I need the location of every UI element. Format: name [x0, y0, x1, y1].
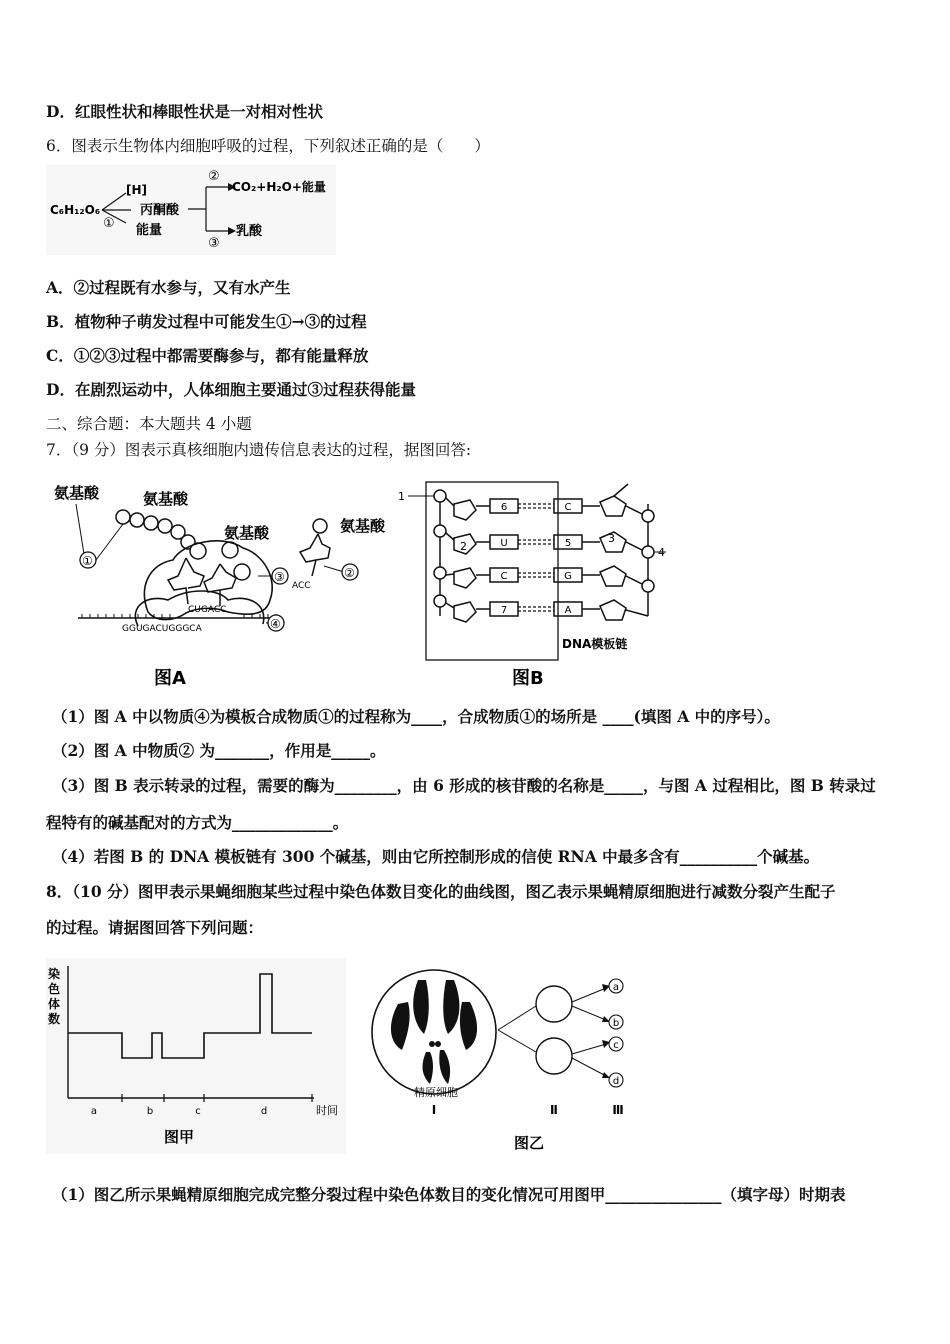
x-axis-label: 时间 — [316, 1104, 338, 1117]
q6-option-c: C．①②③过程中都需要酶参与，都有能量释放 — [46, 346, 369, 365]
amino-acid-label-4: 氨基酸 — [340, 517, 386, 535]
spermatogonium-label: 精原细胞 — [414, 1086, 458, 1099]
right-base-3: G — [564, 571, 572, 582]
stage-3-label: Ⅲ — [612, 1103, 624, 1117]
q7-part-3a: （3）图 B 表示转录的过程，需要的酶为________，由 6 形成的核苷酸的名称是_____，与图 A 过程相比，图 B 转录过 — [52, 776, 876, 795]
q7-stem: 7．（9 分）图表示真核细胞内遗传信息表达的过程，据图回答: — [46, 441, 472, 459]
gamete-a: a — [612, 982, 620, 993]
a-marker-4: ④ — [270, 617, 281, 631]
step2-marker: ② — [208, 169, 220, 184]
q7-figure-b — [396, 476, 686, 696]
gamete-c: c — [613, 1040, 619, 1051]
gamete-d: d — [612, 1076, 620, 1087]
amino-acid-label-3: 氨基酸 — [224, 524, 270, 542]
a-marker-2: ② — [344, 566, 355, 580]
q6-option-b: B．植物种子萌发过程中可能发生①→③的过程 — [46, 312, 367, 331]
left-base-2: U — [500, 538, 508, 549]
right-base-2: 5 — [564, 538, 572, 549]
x-tick-b: b — [146, 1106, 154, 1117]
q8-part-1: （1）图乙所示果蝇精原细胞完成完整分裂过程中染色体数目的变化情况可用图甲_______________（填字母）时期表 — [52, 1185, 846, 1204]
section-heading: 二、综合题：本大题共 4 小题 — [46, 415, 252, 433]
a-marker-3: ③ — [274, 570, 285, 584]
mrna-sequence: GGUGACUGGGCA — [122, 624, 202, 634]
q7-part-1: （1）图 A 中以物质④为模板合成物质①的过程称为____，合成物质①的场所是 ____(填图 A 中的序号）。 — [52, 707, 780, 726]
a-marker-1: ① — [82, 554, 93, 568]
q7-part-3b: 程特有的碱基配对的方式为_____________。 — [46, 813, 349, 832]
y-label-char-3: 体 — [48, 997, 61, 1011]
q6-respiration-diagram — [46, 165, 336, 255]
right-base-4: A — [564, 605, 572, 616]
acc-label: ACC — [292, 581, 311, 591]
x-tick-a: a — [90, 1106, 98, 1117]
dna-template-label: DNA模板链 — [562, 637, 628, 651]
pyruvate-label: 丙酮酸 — [140, 203, 180, 218]
q8-stem-line-1: 8．（10 分）图甲表示果蝇细胞某些过程中染色体数目变化的曲线图，图乙表示果蝇精原细胞进行减数分裂产生配子 — [46, 882, 836, 901]
b-label-2: 2 — [460, 540, 467, 553]
amino-acid-label-2: 氨基酸 — [143, 490, 189, 508]
q8-stem-line-2: 的过程。请据图回答下列问题： — [46, 918, 264, 937]
left-base-4: 7 — [500, 605, 508, 616]
stage-2-label: Ⅱ — [550, 1103, 558, 1117]
q6-option-a: A．②过程既有水参与，又有水产生 — [46, 278, 291, 297]
x-tick-d: d — [260, 1106, 268, 1117]
y-label-char-2: 色 — [48, 982, 61, 996]
y-label-char-1: 染 — [48, 967, 61, 981]
right-base-1: C — [564, 502, 572, 513]
gamete-b: b — [612, 1018, 620, 1029]
b-label-1: 1 — [398, 490, 405, 503]
products-label: CO₂+H₂O+能量 — [232, 180, 326, 194]
left-base-1: 6 — [500, 502, 508, 513]
figure-yi-caption: 图乙 — [514, 1134, 545, 1152]
q7-part-4: （4）若图 B 的 DNA 模板链有 300 个碱基，则由它所控制形成的信使 RNA 中最多含有__________个碱基。 — [52, 847, 820, 866]
h-label: [H] — [126, 183, 148, 197]
q8-figure-yi — [368, 962, 648, 1158]
figure-b-caption: 图B — [512, 668, 544, 689]
q7-part-2: （2）图 A 中物质② 为_______，作用是_____。 — [52, 741, 386, 760]
q6-option-d: D．在剧烈运动中，人体细胞主要通过③过程获得能量 — [46, 380, 416, 399]
amino-acid-label-1: 氨基酸 — [54, 484, 100, 502]
step3-marker: ③ — [208, 236, 220, 251]
anticodon-label: CUGACC — [188, 605, 227, 615]
b-label-3: 3 — [608, 532, 615, 545]
q7-figure-a — [48, 476, 386, 696]
energy-label: 能量 — [136, 223, 163, 238]
q5-option-d: D．红眼性状和棒眼性状是一对相对性状 — [46, 102, 323, 121]
q8-chart-jia — [46, 958, 346, 1154]
y-label-char-4: 数 — [48, 1012, 61, 1026]
x-tick-c: c — [195, 1106, 201, 1117]
left-base-3: C — [500, 571, 508, 582]
figure-a-caption: 图A — [154, 668, 186, 689]
stage-1-label: Ⅰ — [431, 1103, 437, 1117]
b-label-4: 4 — [658, 546, 665, 559]
glucose-label: C₆H₁₂O₆ — [50, 203, 101, 217]
q6-stem: 6．图表示生物体内细胞呼吸的过程，下列叙述正确的是（ ） — [46, 137, 490, 155]
lactate-label: 乳酸 — [236, 224, 263, 239]
step1-marker: ① — [103, 216, 115, 231]
chart-jia-caption: 图甲 — [164, 1128, 195, 1146]
